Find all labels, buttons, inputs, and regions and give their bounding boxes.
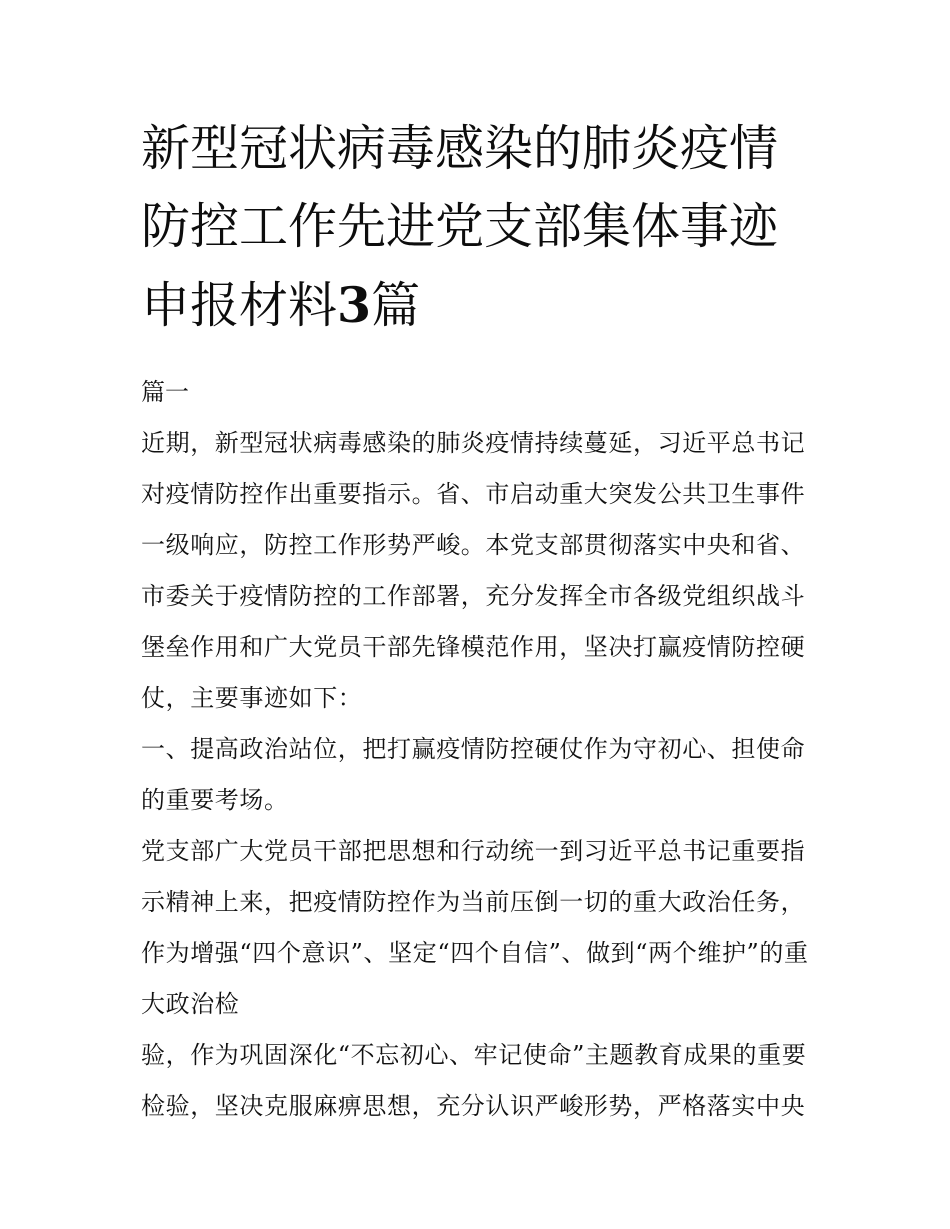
text-line-8: 的重要考场。 <box>141 786 289 814</box>
text-line-13: 验，作为巩固深化“不忘初心、牢记使命”主题教育成果的重要 <box>141 1041 807 1069</box>
text-line-3: 一级响应，防控工作形势严峻。本党支部贯彻落实中央和省、 <box>141 531 806 559</box>
text-line-5: 堡垒作用和广大党员干部先锋模范作用，坚决打赢疫情防控硬 <box>141 633 806 661</box>
text-line-4: 市委关于疫情防控的工作部署，充分发挥全市各级党组织战斗 <box>141 582 806 610</box>
text-line-6: 仗，主要事迹如下： <box>141 684 363 712</box>
body-text <box>141 418 821 1132</box>
title-line-3: 申报材料 <box>141 277 338 334</box>
text-line-7: 一、提高政治站位，把打赢疫情防控硬仗作为守初心、担使命 <box>141 735 806 763</box>
text-line-14: 检验，坚决克服麻痹思想，充分认识严峻形势，严格落实中央 <box>141 1092 806 1120</box>
title-line-2: 防控工作先进党支部集体事迹 <box>141 198 779 255</box>
text-line-1: 近期，新型冠状病毒感染的肺炎疫情持续蔓延，习近平总书记 <box>141 429 806 457</box>
document-page <box>141 110 821 1132</box>
title-number: 3 <box>337 276 372 334</box>
text-line-10: 示精神上来，把疫情防控作为当前压倒一切的重大政治任务， <box>141 888 806 916</box>
section-label: 篇一 <box>141 378 189 406</box>
text-line-12: 大政治检 <box>141 990 240 1018</box>
document-title <box>141 110 821 345</box>
title-suffix: 篇 <box>371 277 421 334</box>
title-line-1: 新型冠状病毒感染的肺炎疫情 <box>141 120 779 177</box>
text-line-11: 作为增强“四个意识”、坚定“四个自信”、做到“两个维护”的重 <box>141 939 809 967</box>
text-line-9: 党支部广大党员干部把思想和行动统一到习近平总书记重要指 <box>141 837 806 865</box>
text-line-2: 对疫情防控作出重要指示。省、市启动重大突发公共卫生事件 <box>141 480 806 508</box>
